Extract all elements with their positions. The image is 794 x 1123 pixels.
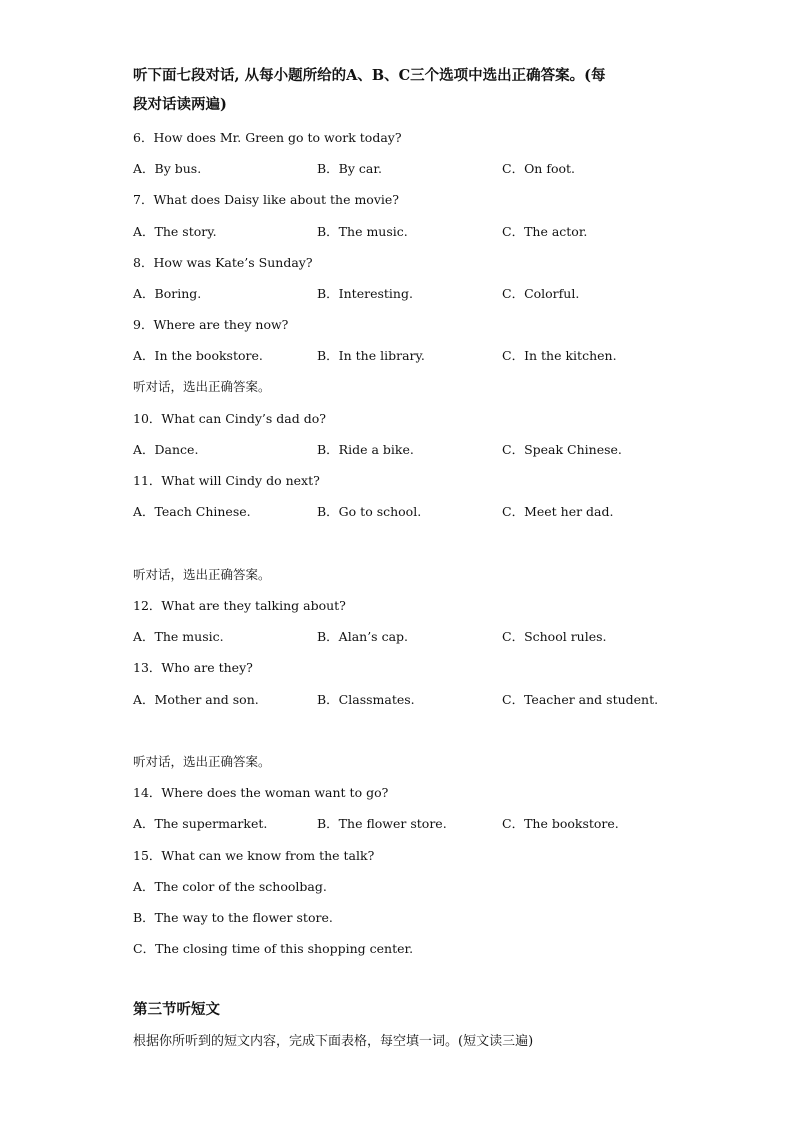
q11-option-b: B．Go to school. [317, 504, 422, 519]
q14-option-c: C．The bookstore. [502, 816, 619, 831]
q6-option-a: A．By bus. [133, 161, 202, 176]
q12-option-c: C．School rules. [502, 629, 607, 644]
q14-option-a: A．The supermarket. [133, 816, 268, 831]
q8-option-a: A．Boring. [133, 286, 202, 301]
question-13: 13．Who are they? [133, 660, 253, 675]
q10-option-c: C．Speak Chinese. [502, 442, 622, 457]
q15-option-c: C．The closing time of this shopping center. [133, 941, 414, 956]
q10-option-a: A．Dance. [133, 442, 199, 457]
q9-option-b: B．In the library. [317, 348, 425, 363]
question-12: 12．What are they talking about? [133, 598, 346, 613]
section-b-instruction: 听对话，选出正确答案。 [133, 567, 271, 582]
question-11: 11．What will Cindy do next? [133, 473, 320, 488]
section-a-instruction: 听对话，选出正确答案。 [133, 379, 271, 394]
question-6: 6．How does Mr. Green go to work today? [133, 130, 402, 145]
q13-option-b: B．Classmates. [317, 692, 415, 707]
question-8: 8．How was Kate’s Sunday? [133, 255, 313, 270]
q11-option-c: C．Meet her dad. [502, 504, 614, 519]
q6-option-b: B．By car. [317, 161, 382, 176]
q9-option-a: A．In the bookstore. [133, 348, 263, 363]
q12-option-a: A．The music. [133, 629, 224, 644]
part3-instruction: 根据你所听到的短文内容，完成下面表格，每空填一词。(短文读三遍) [133, 1034, 534, 1049]
question-7: 7．What does Daisy like about the movie? [133, 192, 399, 207]
question-15: 15．What can we know from the talk? [133, 848, 375, 863]
q10-option-b: B．Ride a bike. [317, 442, 414, 457]
q7-option-c: C．The actor. [502, 224, 588, 239]
intro-line-1: 听下面七段对话, 从每小题所给的A、B、C三个选项中选出正确答案。(每 [133, 67, 606, 84]
q11-option-a: A．Teach Chinese. [133, 504, 251, 519]
q12-option-b: B．Alan’s cap. [317, 629, 409, 644]
q13-option-c: C．Teacher and student. [502, 692, 659, 707]
question-9: 9．Where are they now? [133, 317, 289, 332]
q15-option-b: B．The way to the flower store. [133, 910, 333, 925]
question-10: 10．What can Cindy’s dad do? [133, 411, 326, 426]
q7-option-a: A．The story. [133, 224, 217, 239]
q8-option-c: C．Colorful. [502, 286, 580, 301]
q7-option-b: B．The music. [317, 224, 408, 239]
q14-option-b: B．The flower store. [317, 816, 447, 831]
intro-line-2: 段对话读两遍) [133, 96, 227, 113]
q13-option-a: A．Mother and son. [133, 692, 259, 707]
q9-option-c: C．In the kitchen. [502, 348, 617, 363]
question-14: 14．Where does the woman want to go? [133, 785, 389, 800]
q6-option-c: C．On foot. [502, 161, 576, 176]
part3-title: 第三节听短文 [133, 1001, 220, 1018]
section-c-instruction: 听对话，选出正确答案。 [133, 754, 271, 769]
q8-option-b: B．Interesting. [317, 286, 413, 301]
q15-option-a: A．The color of the schoolbag. [133, 879, 327, 894]
